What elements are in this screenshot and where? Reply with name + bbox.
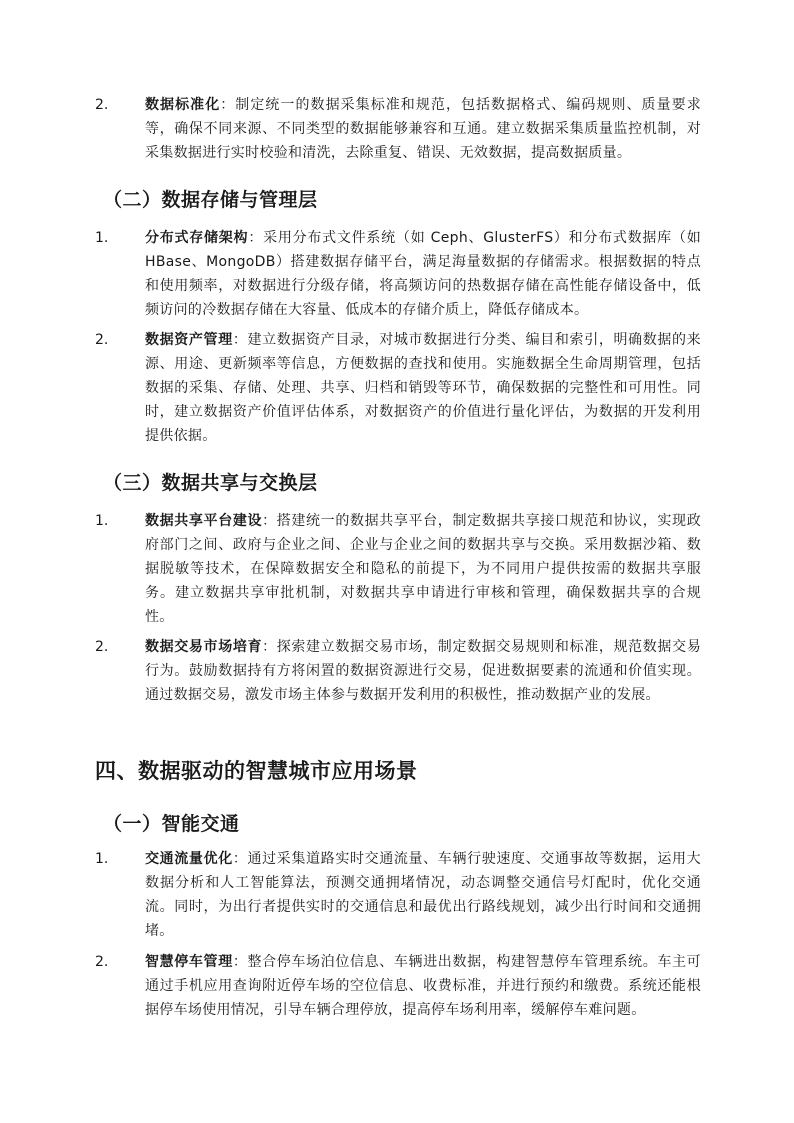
- list-body: ：制定统一的数据采集标准和规范，包括数据格式、编码规则、质量要求等，确保不同来源、不同类型的数据能够兼容和互通。建立数据采集质量监控机制，对采集数据进行实时校验和清洗，去除重复、错误、无效数据，提高数据质量。: [145, 97, 701, 161]
- list-item: [95, 950, 701, 1022]
- list-item: [95, 509, 701, 629]
- list-body: ：建立数据资产目录，对城市数据进行分类、编目和索引，明确数据的来源、用途、更新频率等信息，方便数据的查找和使用。实施数据全生命周期管理，包括数据的采集、存储、处理、共享、归档和销毁等环节，确保数据的完整性和可用性。同时，建立数据资产价值评估体系，对数据资产的价值进行量化评估，为数据的开发利用提供依据。: [145, 332, 701, 444]
- list-number: 2.: [95, 97, 109, 113]
- list-number: 2.: [95, 639, 109, 655]
- list-number: 1.: [95, 230, 109, 246]
- list-body: ：探索建立数据交易市场，制定数据交易规则和标准，规范数据交易行为。鼓励数据持有方将闲置的数据资源进行交易，促进数据要素的流通和价值实现。通过数据交易，激发市场主体参与数据开发利用的积极性，推动数据产业的发展。: [145, 639, 701, 703]
- list-item: [95, 226, 701, 322]
- section-heading: （二）数据存储与管理层: [103, 189, 318, 211]
- list-body: ：搭建统一的数据共享平台，制定数据共享接口规范和协议，实现政府部门之间、政府与企业之间、企业与企业之间的数据共享与交换。采用数据沙箱、数据脱敏等技术，在保障数据安全和隐私的前提下，为不同用户提供按需的数据共享服务。建立数据共享审批机制，对数据共享申请进行审核和管理，确保数据共享的合规性。: [145, 513, 701, 625]
- list-number: 1.: [95, 851, 109, 867]
- list-number: 1.: [95, 513, 109, 529]
- list-term: 数据共享平台建设: [145, 513, 263, 529]
- list-number: 2.: [95, 332, 109, 348]
- section-heading: （三）数据共享与交换层: [103, 472, 318, 494]
- list-number: 2.: [95, 954, 109, 970]
- list-body: ：采用分布式文件系统（如 Ceph、GlusterFS）和分布式数据库（如 HBase、MongoDB）搭建数据存储平台，满足海量数据的存储需求。根据数据的特点和使用频率，对数据进行分级存储，将高频访问的热数据存储在高性能存储设备中，低频访问的冷数据存储在大容量、低成本的存储介质上，降低存储成本。: [145, 230, 701, 318]
- list-item: [95, 635, 701, 707]
- list-body: ：整合停车场泊位信息、车辆进出数据，构建智慧停车管理系统。车主可通过手机应用查询附近停车场的空位信息、收费标准，并进行预约和缴费。系统还能根据停车场使用情况，引导车辆合理停放，提高停车场利用率，缓解停车难问题。: [145, 954, 701, 1018]
- section-heading: （一）智能交通: [103, 813, 240, 835]
- list-term: 智慧停车管理: [145, 954, 233, 970]
- list-item: [95, 847, 701, 943]
- list-term: 交通流量优化: [145, 851, 233, 867]
- list-term: 数据标准化: [145, 97, 221, 113]
- list-body: ：通过采集道路实时交通流量、车辆行驶速度、交通事故等数据，运用大数据分析和人工智能算法，预测交通拥堵情况，动态调整交通信号灯配时，优化交通流。同时，为出行者提供实时的交通信息和最优出行路线规划，减少出行时间和交通拥堵。: [145, 851, 701, 939]
- chapter-heading: 四、数据驱动的智慧城市应用场景: [95, 759, 418, 783]
- list-item: [95, 328, 701, 448]
- list-term: 分布式存储架构: [145, 230, 249, 246]
- list-term: 数据资产管理: [145, 332, 233, 348]
- list-term: 数据交易市场培育: [145, 639, 263, 655]
- list-item: [95, 93, 701, 165]
